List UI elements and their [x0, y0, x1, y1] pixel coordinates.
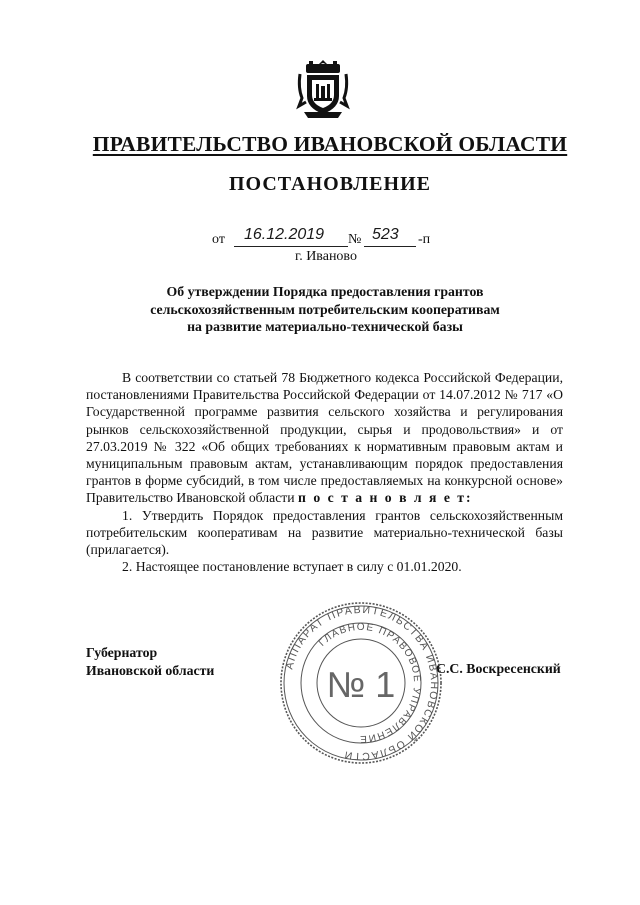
resolves-word: п о с т а н о в л я е т: [298, 490, 473, 506]
subject-line: Об утверждении Порядка предоставления грантов [166, 284, 484, 299]
date-underline [234, 246, 348, 247]
subject-line: на развитие материально-технической базы [187, 319, 463, 334]
preamble-text: В соответствии со статьей 78 Бюджетного кодекса Российской Федерации, постановлениями Правительства Российской Федерации от 14.07.2012 № 717 «О Государственной программе развития сельского хозяйства и регулирования рынков сельскохозяйственной продукции, сырья и продовольствия» и от 27.03.2019 № 322 «Об общих требованиях к нормативным правовым актам и муниципальным правовым актам, устанавливающим порядок предоставления грантов в форме субсидий, в том числе предоставляемых на конкурсной основе» Правительство Ивановской области [86, 370, 563, 506]
number-suffix: -п [418, 232, 431, 247]
handwritten-date: 16.12.2019 [244, 226, 325, 243]
government-title: ПРАВИТЕЛЬСТВО ИВАНОВСКОЙ ОБЛАСТИ [92, 132, 568, 156]
signatory-title-line: Ивановской области [86, 662, 215, 678]
document-subject [80, 283, 570, 336]
date-label: от [212, 232, 225, 247]
document-type-heading: ПОСТАНОВЛЕНИЕ [229, 173, 431, 195]
handwritten-number: 523 [372, 226, 399, 243]
stamp-inner-text: ГЛАВНОЕ ПРАВОВОЕ УПРАВЛЕНИЕ [316, 621, 423, 745]
stamp-number: № 1 [326, 664, 396, 705]
signatory-title-line: Губернатор [86, 645, 158, 660]
signatory-title [86, 644, 214, 679]
coat-of-arms-icon [294, 58, 352, 120]
stamp-outer-text: АППАРАТ ПРАВИТЕЛЬСТВА ИВАНОВСКОЙ ОБЛАСТИ [283, 603, 441, 763]
item-1-paragraph: 1. Утвердить Порядок предоставления грантов сельскохозяйственным потребительским кооперативам на развитие материально-технической базы (прилагается). [86, 507, 563, 558]
number-label: № [348, 232, 362, 247]
preamble-paragraph [86, 369, 563, 507]
signatory-name: С.С. Воскресенский [436, 661, 561, 676]
official-stamp [278, 600, 444, 766]
item-2-paragraph: 2. Настоящее постановление вступает в силу с 01.01.2020. [122, 559, 462, 575]
number-underline [364, 246, 416, 247]
subject-line: сельскохозяйственным потребительским кооперативам [150, 301, 500, 317]
city-line: г. Иваново [295, 249, 357, 264]
document-body [86, 369, 563, 575]
